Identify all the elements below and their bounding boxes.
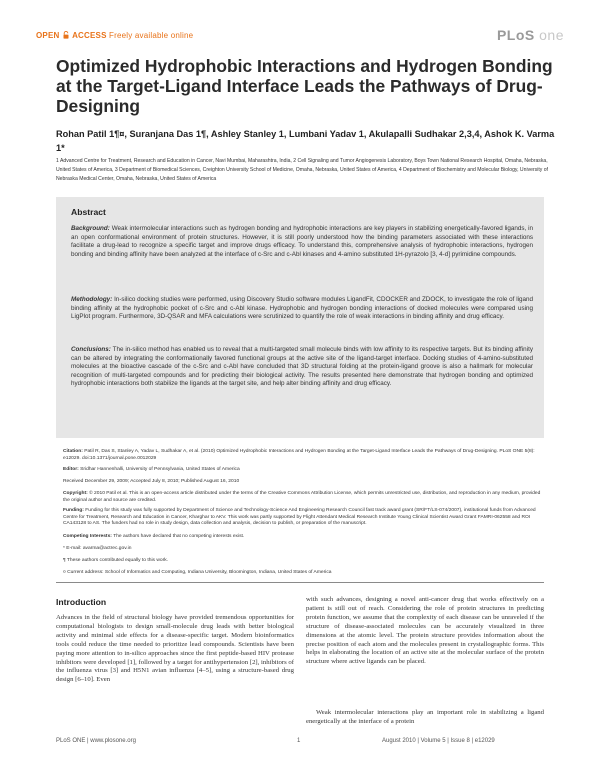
plos-one-logo: PLoS one bbox=[496, 27, 564, 43]
footer-journal: PLoS ONE | www.plosone.org bbox=[56, 738, 136, 744]
email: * E-mail: avarma@actrec.gov.in bbox=[63, 546, 132, 551]
intro-column-1: Advances in the field of structural biology have provided tremendous opportunities for computational biologists to design small-molecule drug leads with better biological activity and minimal side effects for a disease-specific target. Modern bioinformatics tools could reduce the time needed to prioritize lead compounds. Scientists have been paying more attention to in-silico approaches since the first peptide-based HIV protease inhibitors were developed [1], followed by a target for antihypertension [2], inhibitors of the influenza virus [3] and H5N1 avian influenza [4–5], using a structure-based drug design [6–10]. Even bbox=[56, 614, 294, 684]
abstract-box bbox=[56, 197, 544, 438]
competing-interests: Competing Interests: The authors have declared that no competing interests exist. bbox=[63, 534, 245, 539]
open-access-badge: OPEN ACCESS Freely available online bbox=[36, 31, 194, 40]
intro-heading: Introduction bbox=[56, 597, 107, 607]
citation: Citation: Patil R, Das S, Stanley A, Yadav L, Sudhakar A, et al. (2010) Optimized Hydrophobic Interactions and Hydrogen Bonding at the Target-Ligand Interface Leads the Pathways of Drug-Designing. PLoS ONE 5(8): e12029. doi:10.1371/journal.pone.0012029 bbox=[63, 449, 535, 461]
journal-header bbox=[36, 27, 564, 49]
editor: Editor: Sridhar Hannenhalli, University of Pennsylvania, United States of America bbox=[63, 467, 240, 472]
divider bbox=[56, 582, 544, 583]
current-address: ¤ Current address: School of Informatics and Computing, Indiana University, Bloomington, Indiana, United States of America bbox=[63, 570, 332, 575]
copyright: Copyright: © 2010 Patil et al. This is an open-access article distributed under the terms of the Creative Commons Attribution License, which permits unrestricted use, distribution, and reproduction in any medium, provided the original author and source are credited. bbox=[63, 491, 541, 503]
equal-contribution: ¶ These authors contributed equally to this work. bbox=[63, 558, 169, 563]
intro-column-2: with such advances, designing a novel anti-cancer drug that works effectively on a patient is still out of reach. Considering the role of protein structures in predicting protein function, we assume that the complexity of each disease can be unraveled if the structure of disease-associated molecules can be accurately visualized in three dimensions at the atomic level. The protein structure provides information about the precise position of each atom and the molecules present in crystallographic forms. This helps in elaborating the location of an active site at the molecular surface of the protein structure where active ligands can be placed. bbox=[306, 596, 544, 666]
funding: Funding: Funding for this study was fully supported by Department of Science and Technology-Science And Engineering Research Council fast track award grant (SR/FT/LS-074/2007), institutional funds from Advanced Centre for Treatment, Research and Education in Cancer, Kharghar to AKV. This work was partly supported by Flight Attendant Medical Research Institute Young Clinical Scientist Award Grant FAMRI-062558 and ROI CA143128 to AS. The funders had no role in study design, data collection and analysis, decision to publish, or preparation of the manuscript. bbox=[63, 508, 536, 527]
footer-issue: August 2010 | Volume 5 | Issue 8 | e12029 bbox=[382, 738, 495, 744]
article-title: Optimized Hydrophobic Interactions and Hydrogen Bonding at the Target-Ligand Interface Leads the Pathways of Drug-Designing bbox=[56, 56, 553, 116]
author-list: Rohan Patil 1¶¤, Suranjana Das 1¶, Ashley Stanley 1, Lumbani Yadav 1, Akulapalli Sudhakar 2,3,4, Ashok K. Varma 1* bbox=[56, 129, 555, 153]
abstract-conclusions: Conclusions: The in-silico method has enabled us to reveal that a multi-targeted small molecule binds with low affinity to its respective targets. But its binding affinity can be altered by integrating the conformationally favored functional groups at the active site of the ligand-target interface. Docking studies of 4-amino-substituted molecules at the bioactive cascade of the c-Src and c-Abl have concluded that 3D structural folding at the protein-ligand groove is also a hallmark for molecular recognition of multi-targeted compounds and for predicting their biological activity. The results presented here demonstrate that hydrogen bonding and optimized hydrophobic interactions both stabilize the ligands at the target site, and help alter binding affinity and drug efficacy. bbox=[71, 346, 533, 388]
open-lock-icon bbox=[63, 31, 69, 39]
abstract-background: Background: Weak intermolecular interactions such as hydrogen bonding and hydrophobic interactions are key players in stabilizing energetically-favored ligands, in an open conformational environment of protein structures. However, it is still poorly understood how the binding parameters associated with these interactions facilitate a drug-lead to recognize a specific target and improve drugs efficacy. To understand this, comprehensive analysis of hydrophobic interactions, hydrogen bonding and binding affinity have been analyzed at the interface of c-Src and c-Abl kinases and 4-amino substituted 1H-pyrazolo [3, 4-d] pyrimidine compounds. bbox=[71, 225, 534, 258]
dates: Received December 29, 2009; Accepted July 8, 2010; Published August 16, 2010 bbox=[63, 479, 240, 484]
abstract-heading: Abstract bbox=[71, 207, 106, 217]
intro-column-2-para: Weak intermolecular interactions play an important role in stabilizing a ligand energetically at the interface of a protein bbox=[306, 709, 544, 725]
abstract-methodology: Methodology: In-silico docking studies were performed, using Discovery Studio software modules LigandFit, CDOCKER and ZDOCK, to investigate the role of ligand binding affinity at the hydrophobic pocket of c-Src and c-Abl kinase. Hydrophobic and hydrogen bonding interactions of docked molecules were compared using LigPlot program. Furthermore, 3D-QSAR and MFA calculations were scrutinized to quantify the role of weak interactions in binding affinity and drug efficacy. bbox=[71, 296, 534, 321]
footer-page: 1 bbox=[297, 738, 301, 744]
affiliations: 1 Advanced Centre for Treatment, Research and Education in Cancer, Navi Mumbai, Maharashtra, India, 2 Cell Signaling and Tumor Angiogenesis Laboratory, Boys Town National Research Hospital, Omaha, Nebraska, United States of America, 3 Department of Biomedical Sciences, Creighton University School of Medicine, Omaha, Nebraska, United States of America, 4 Department of Biochemistry and Molecular Biology, University of Nebraska Medical Center, Omaha, Nebraska, United States of America bbox=[56, 158, 548, 182]
